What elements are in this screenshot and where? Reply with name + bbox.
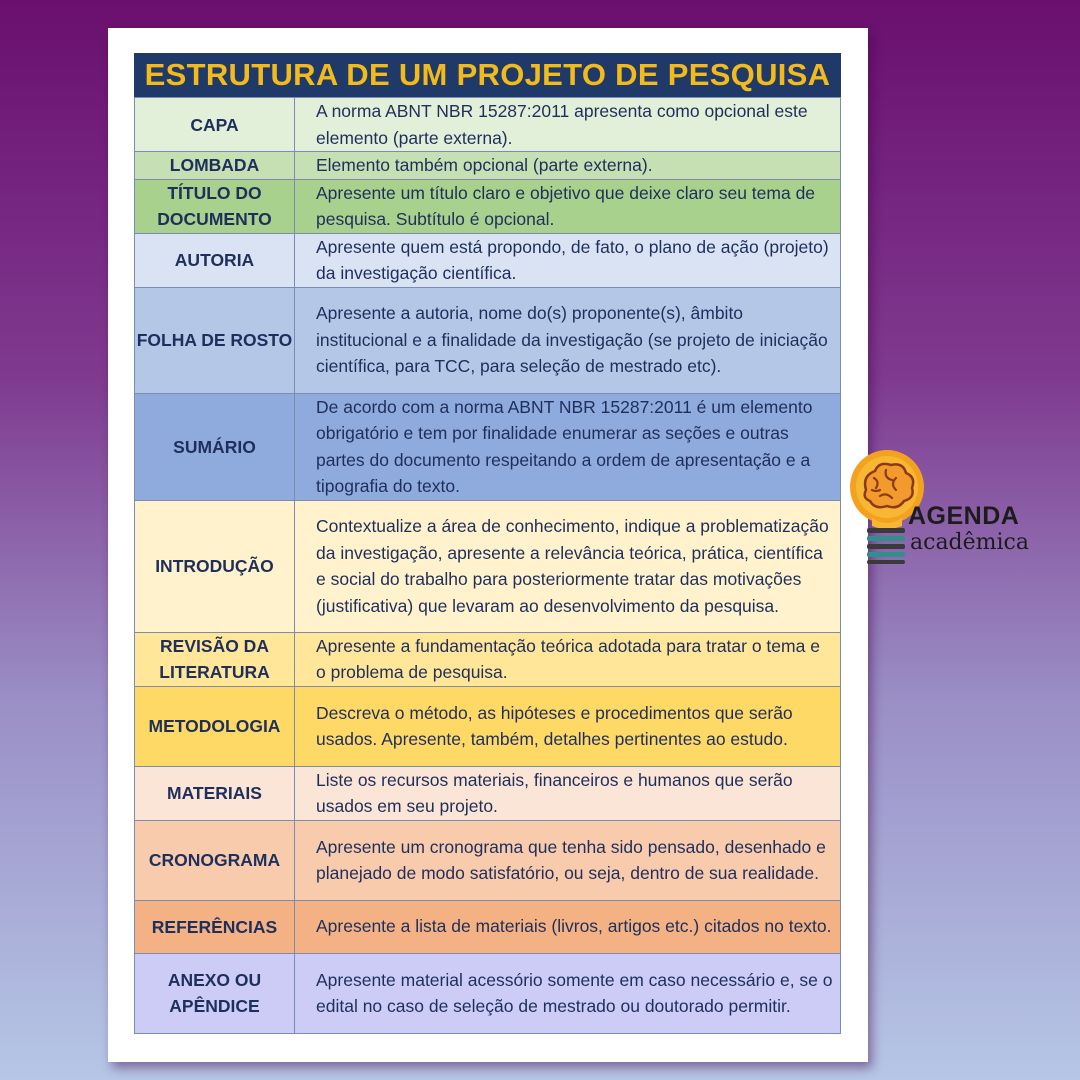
table-row-sumario <box>135 393 841 500</box>
table-row-autoria <box>135 233 841 287</box>
row-description: Apresente material acessório somente em caso necessário e, se o edital no caso de seleção de mestrado ou doutorado permitir. <box>295 953 841 1033</box>
table-row-materiais <box>135 766 841 820</box>
row-description: Apresente um título claro e objetivo que deixe claro seu tema de pesquisa. Subtítulo é opcional. <box>295 179 841 233</box>
row-label: AUTORIA <box>135 233 295 287</box>
structure-table <box>134 97 841 1034</box>
row-description: Apresente a lista de materiais (livros, artigos etc.) citados no texto. <box>295 900 841 953</box>
table-row-revisao <box>135 632 841 686</box>
row-label: ANEXO OU APÊNDICE <box>135 953 295 1033</box>
table-row-referencias <box>135 900 841 953</box>
row-description: Liste os recursos materiais, financeiros e humanos que serão usados em seu projeto. <box>295 766 841 820</box>
row-description: Apresente um cronograma que tenha sido pensado, desenhado e planejado de modo satisfatório, ou seja, dentro de sua realidade. <box>295 820 841 900</box>
row-description: Descreva o método, as hipóteses e procedimentos que serão usados. Apresente, também, detalhes pertinentes ao estudo. <box>295 686 841 766</box>
table-row-metodologia <box>135 686 841 766</box>
row-label: LOMBADA <box>135 152 295 180</box>
table-row-folha-de-rosto <box>135 287 841 393</box>
row-description: Apresente a autoria, nome do(s) proponente(s), âmbito institucional e a finalidade da investigação (se projeto de iniciação científica, para TCC, para seleção de mestrado etc). <box>295 287 841 393</box>
row-description: Contextualize a área de conhecimento, indique a problematização da investigação, apresente a relevância teórica, prática, científica e social do trabalho para posteriormente tratar das motivações (justificativa) que levaram ao desenvolvimento da pesquisa. <box>295 500 841 632</box>
row-description: Apresente quem está propondo, de fato, o plano de ação (projeto) da investigação científica. <box>295 233 841 287</box>
row-label: CAPA <box>135 98 295 152</box>
row-label: TÍTULO DO DOCUMENTO <box>135 179 295 233</box>
row-description: Apresente a fundamentação teórica adotada para tratar o tema e o problema de pesquisa. <box>295 632 841 686</box>
table-row-capa <box>135 98 841 152</box>
table-row-lombada <box>135 152 841 180</box>
row-label: REFERÊNCIAS <box>135 900 295 953</box>
brand-subtitle: acadêmica <box>910 530 1029 555</box>
table-row-cronograma <box>135 820 841 900</box>
table-row-anexo <box>135 953 841 1033</box>
row-label: FOLHA DE ROSTO <box>135 287 295 393</box>
table-row-introducao <box>135 500 841 632</box>
row-label: INTRODUÇÃO <box>135 500 295 632</box>
page-title: ESTRUTURA DE UM PROJETO DE PESQUISA <box>134 53 841 97</box>
brand-name: AGENDA <box>908 502 1020 530</box>
row-label: CRONOGRAMA <box>135 820 295 900</box>
row-description: Elemento também opcional (parte externa). <box>295 152 841 180</box>
table-row-titulo <box>135 179 841 233</box>
row-description: De acordo com a norma ABNT NBR 15287:2011 é um elemento obrigatório e tem por finalidade enumerar as seções e outras partes do documento respeitando a ordem de apresentação e a tipografia do texto. <box>295 393 841 500</box>
row-label: MATERIAIS <box>135 766 295 820</box>
row-label: REVISÃO DA LITERATURA <box>135 632 295 686</box>
row-label: METODOLOGIA <box>135 686 295 766</box>
row-description: A norma ABNT NBR 15287:2011 apresenta como opcional este elemento (parte externa). <box>295 98 841 152</box>
row-label: SUMÁRIO <box>135 393 295 500</box>
